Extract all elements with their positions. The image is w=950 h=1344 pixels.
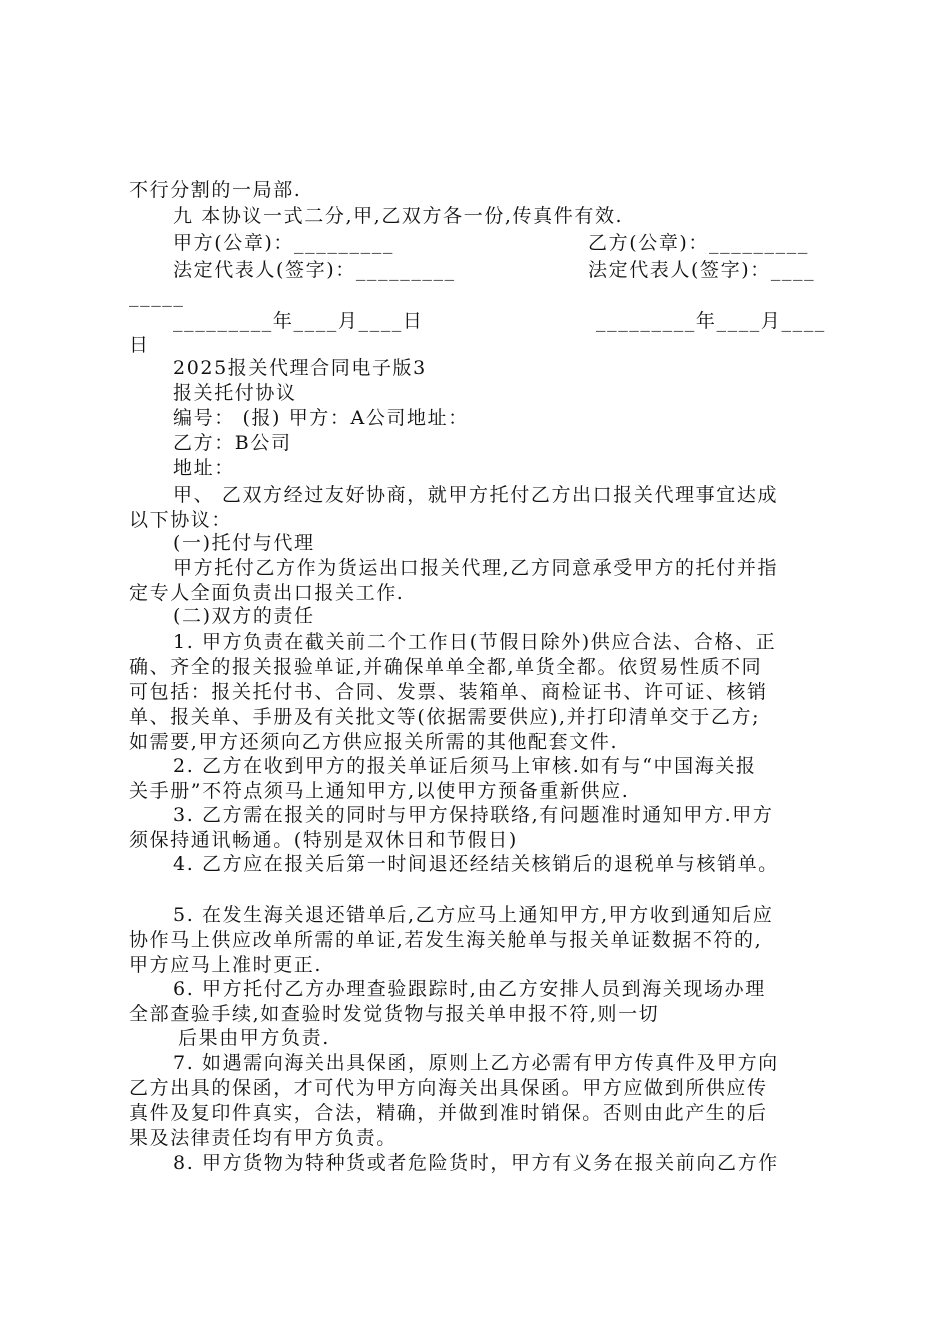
paragraph-line: 甲方托付乙方作为货运出口报关代理,乙方同意承受甲方的托付并指 bbox=[173, 557, 779, 579]
number-line: 编号： (报) 甲方：A公司地址： bbox=[173, 407, 469, 429]
party-a-seal-line: 甲方(公章)：_________ bbox=[173, 232, 394, 254]
clause-line: 6. 甲方托付乙方办理查验跟踪时,由乙方安排人员到海关现场办理 bbox=[173, 978, 766, 1000]
clause-line: 乙方出具的保函，才可代为甲方向海关出具保函。甲方应做到所供应传 bbox=[129, 1077, 768, 1099]
party-b-rep-line: 法定代表人(签字)：____ bbox=[588, 259, 816, 281]
section-heading: (一)托付与代理 bbox=[173, 532, 315, 554]
paragraph-line: 定专人全面负责出口报关工作. bbox=[129, 582, 405, 604]
intro-line: 以下协议： bbox=[129, 509, 233, 531]
signature-line-continuation: _____ bbox=[129, 285, 185, 307]
clause-line: 果及法律责任均有甲方负责。 bbox=[129, 1127, 397, 1149]
party-b-date-line: _________年____月____ bbox=[596, 310, 826, 332]
party-a-rep-line: 法定代表人(签字)：_________ bbox=[173, 259, 456, 281]
party-a-date-line: _________年____月____日 bbox=[173, 310, 424, 332]
clause-line: 全部查验手续,如查验时发觉货物与报关单申报不符,则一切 bbox=[129, 1003, 660, 1025]
clause-line: 须保持通讯畅通。(特别是双休日和节假日) bbox=[129, 829, 518, 851]
clause-line: 单、报关单、手册及有关批文等(依据需要供应),并打印清单交于乙方; bbox=[129, 706, 761, 728]
text-line: 不行分割的一局部. bbox=[129, 179, 302, 201]
address-line: 地址： bbox=[173, 457, 235, 479]
clause-line: 协作马上供应改单所需的单证,若发生海关舱单与报关单证数据不符的, bbox=[129, 929, 763, 951]
section-heading: (二)双方的责任 bbox=[173, 605, 315, 627]
date-line-continuation: 日 bbox=[129, 334, 150, 356]
clause-line: 5. 在发生海关退还错单后,乙方应马上通知甲方,甲方收到通知后应 bbox=[173, 904, 774, 926]
clause-line: 1. 甲方负责在截关前二个工作日(节假日除外)供应合法、合格、正 bbox=[173, 631, 777, 653]
clause-line: 如需要,甲方还须向乙方供应报关所需的其他配套文件. bbox=[129, 731, 619, 753]
clause-line: 8. 甲方货物为特种货或者危险货时，甲方有义务在报关前向乙方作 bbox=[173, 1152, 779, 1174]
clause-nine: 九 本协议一式二分,甲,乙双方各一份,传真件有效. bbox=[173, 205, 624, 227]
clause-line: 可包括：报关托付书、合同、发票、装箱单、商检证书、许可证、核销 bbox=[129, 681, 768, 703]
clause-line: 后果由甲方负责. bbox=[178, 1027, 330, 1049]
clause-line: 7. 如遇需向海关出具保函，原则上乙方必需有甲方传真件及甲方向 bbox=[173, 1052, 779, 1074]
clause-line: 3. 乙方需在报关的同时与甲方保持联络,有问题准时通知甲方.甲方 bbox=[173, 804, 774, 826]
intro-line: 甲、 乙双方经过友好协商，就甲方托付乙方出口报关代理事宜达成 bbox=[173, 484, 779, 506]
party-b-seal-line: 乙方(公章)：_________ bbox=[588, 232, 809, 254]
clause-line: 确、齐全的报关报验单证,并确保单单全都,单货全都。依贸易性质不同 bbox=[129, 656, 763, 678]
agreement-title: 报关托付协议 bbox=[173, 382, 297, 404]
clause-line: 甲方应马上准时更正. bbox=[129, 954, 323, 976]
clause-line: 4. 乙方应在报关后第一时间退还经结关核销后的退税单与核销单。 bbox=[173, 853, 779, 875]
document-title: 2025报关代理合同电子版3 bbox=[173, 357, 427, 379]
clause-line: 真件及复印件真实，合法，精确，并做到准时销保。否则由此产生的后 bbox=[129, 1102, 768, 1124]
clause-line: 关手册”不符点须马上通知甲方,以使甲方预备重新供应. bbox=[129, 780, 630, 802]
party-b-line: 乙方：B公司 bbox=[173, 432, 292, 454]
clause-line: 2. 乙方在收到甲方的报关单证后须马上审核.如有与“中国海关报 bbox=[173, 755, 757, 777]
